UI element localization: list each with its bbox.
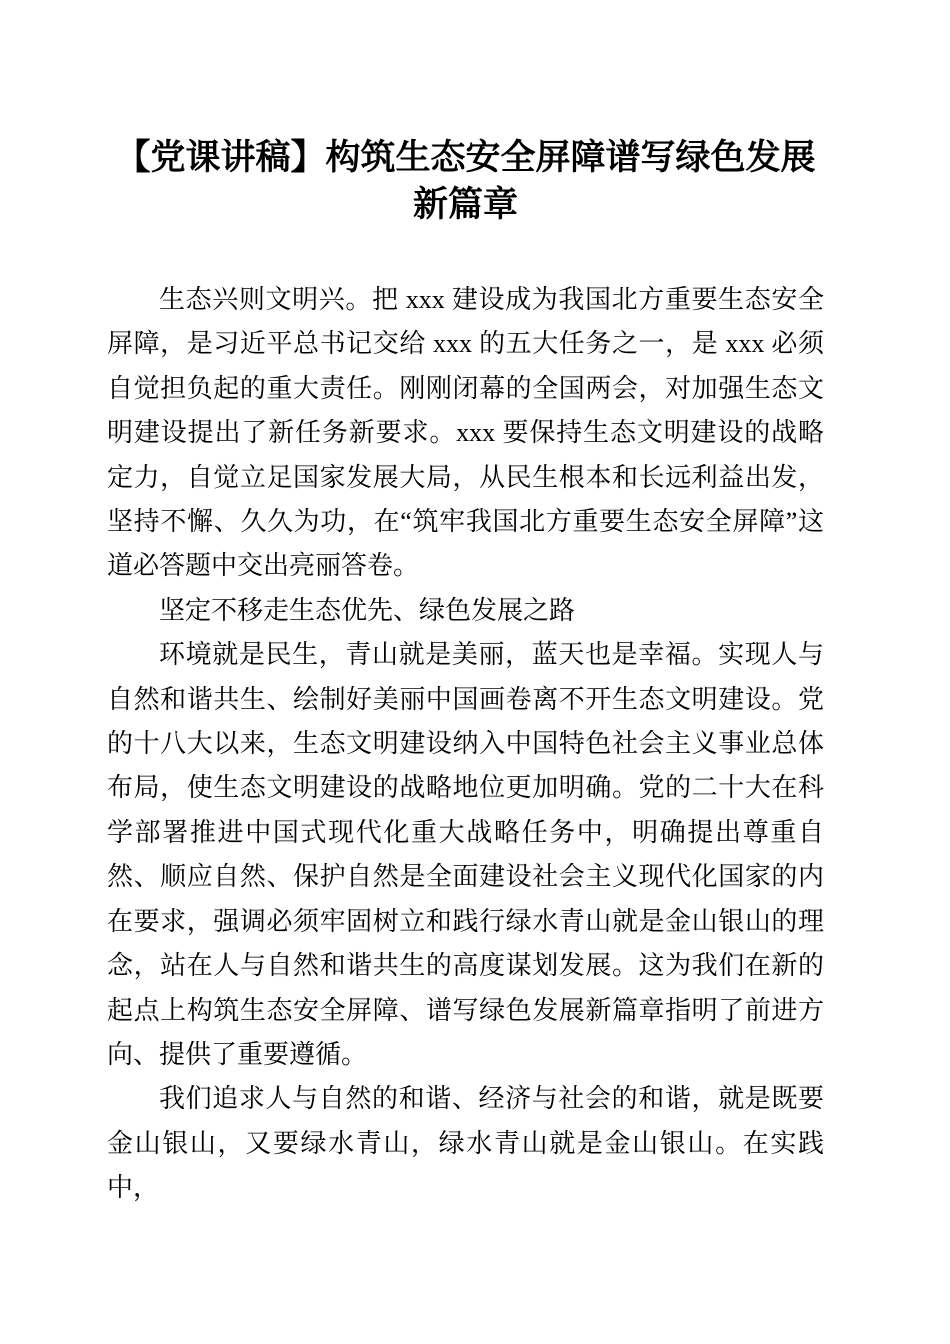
body-paragraph: 环境就是民生，青山就是美丽，蓝天也是幸福。实现人与自然和谐共生、绘制好美丽中国画卷离不开生态文明建设。党的十八大以来，生态文明建设纳入中国特色社会主义事业总体布局，使生态文明建设的战略地位更加明确。党的二十大在科学部署推进中国式现代化重大战略任务中，明确提出尊重自然、顺应自然、保护自然是全面建设社会主义现代化国家的内在要求，强调必须牢固树立和践行绿水青山就是金山银山的理念，站在人与自然和谐共生的高度谋划发展。这为我们在新的起点上构筑生态安全屏障、谱写绿色发展新篇章指明了前进方向、提供了重要遵循。 bbox=[107, 640, 824, 1069]
section-heading-line: 坚定不移走生态优先、绿色发展之路 bbox=[159, 595, 576, 625]
document-title: 【党课讲稿】构筑生态安全屏障谱写绿色发展新篇章 bbox=[115, 138, 816, 224]
closing-paragraph: 我们追求人与自然的和谐、经济与社会的和谐，就是既要金山银山，又要绿水青山，绿水青山就是金山银山。在实践中， bbox=[107, 1084, 824, 1203]
opening-paragraph: 生态兴则文明兴。把 xxx 建设成为我国北方重要生态安全屏障，是习近平总书记交给 xxx 的五大任务之一，是 xxx 必须自觉担负起的重大责任。刚刚闭幕的全国两会，对加强生态文明建设提出了新任务新要求。xxx 要保持生态文明建设的战略定力，自觉立足国家发展大局，从民生根本和长远利益出发，坚持不懈、久久为功，在“筑牢我国北方重要生态安全屏障”这道必答题中交出亮丽答卷。 bbox=[107, 285, 824, 581]
